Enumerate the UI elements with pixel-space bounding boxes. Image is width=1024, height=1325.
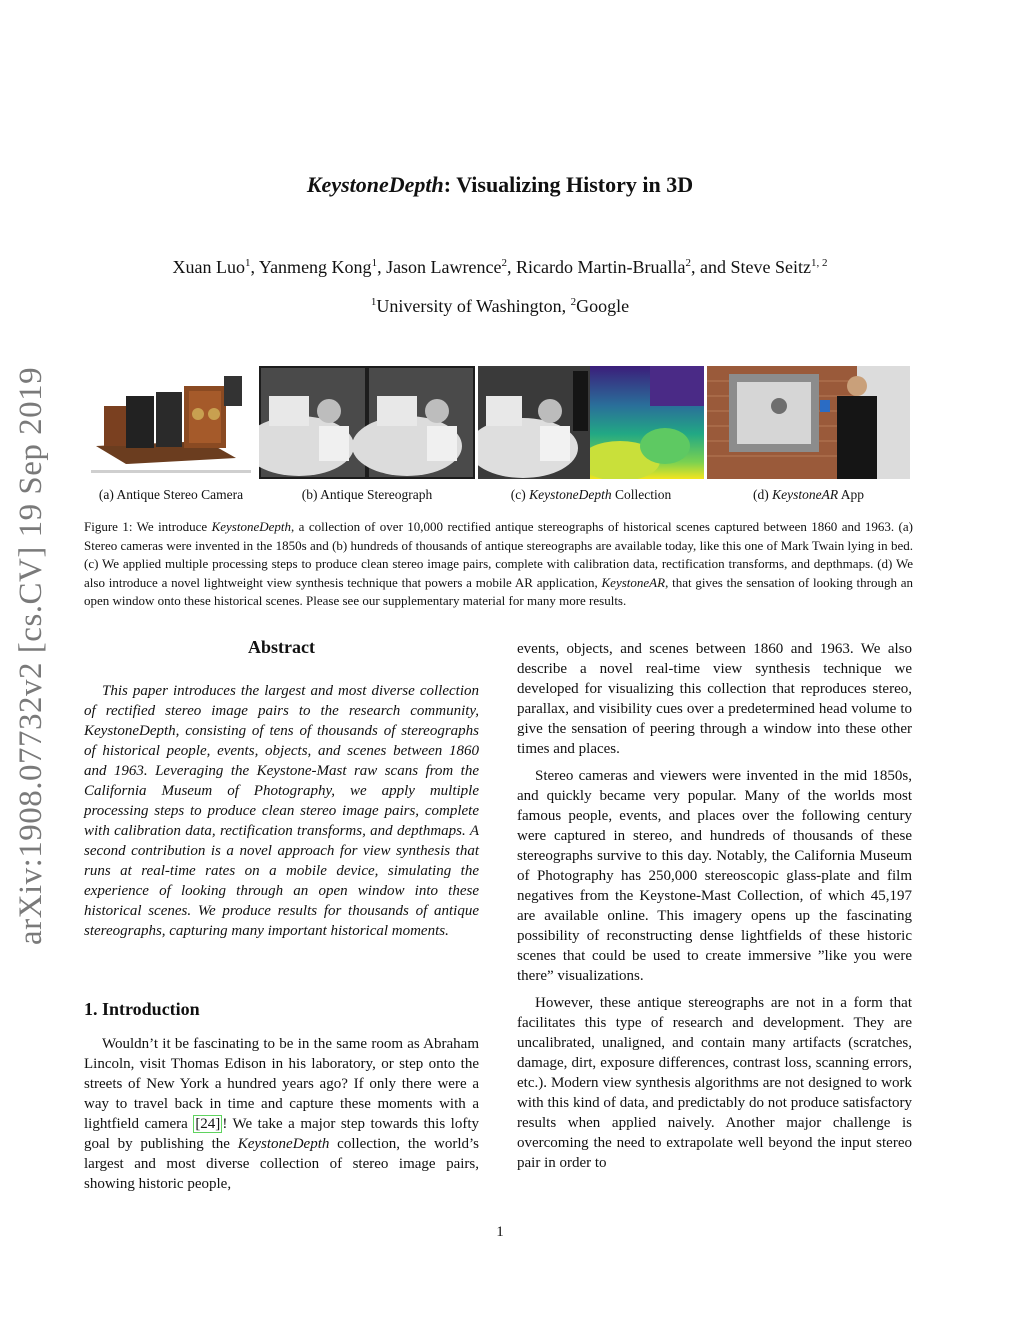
subcaption-text: (c)	[510, 487, 530, 502]
abstract-body	[84, 681, 479, 941]
introduction-heading: 1. Introduction	[84, 999, 200, 1019]
intro-italic: KeystoneDepth	[237, 1136, 330, 1152]
paper-title	[0, 172, 1000, 198]
caption-text: , that gives the sensation of looking through an open window onto these historical scenes. Please see our supplementary material for many more results.	[84, 574, 913, 609]
intro-text: ! We take a major step towards this lofty goal by publishing the	[84, 1116, 479, 1152]
author-separator: , and	[690, 257, 731, 277]
author-affiliation: 1	[245, 257, 251, 269]
figure-image-keystonear-app	[707, 366, 910, 479]
author-separator: ,	[507, 257, 517, 277]
author: Jason Lawrence	[386, 257, 502, 277]
affiliation: Google	[576, 296, 630, 316]
subcaption-text: Collection	[611, 487, 672, 502]
subcaption-b	[259, 487, 475, 503]
subcaption-italic: KeystoneDepth	[529, 487, 612, 502]
author-affiliation: 2	[685, 257, 691, 269]
title-italic-part: KeystoneDepth	[306, 172, 444, 197]
subcaption-c	[478, 487, 704, 503]
arxiv-identifier: arXiv:1908.07732v2 [cs.CV] 19 Sep 2019	[13, 366, 49, 945]
introduction-paragraph	[84, 1034, 479, 1194]
affiliation: University of Washington,	[376, 296, 571, 316]
subcaption-italic: KeystoneAR	[772, 487, 839, 502]
intro-text: collection, the world’s largest and most diverse collection of stereo image pairs, showing historic people,	[84, 1136, 479, 1192]
figure-image-stereo-camera	[86, 366, 256, 479]
author: Xuan Luo	[172, 257, 246, 277]
body-paragraph: However, these antique stereographs are not in a form that facilitates this type of research and development. They are uncalibrated, unaligned, and contain many artifacts (scratches, damage, dirt, exposure differences, contrast loss, scanning errors, etc.). Modern view synthesis algorithms are not designed to work with this kind of data, and predictably do not produce satisfactory results when applied naively. Another major challenge is overcoming the need to extrapolate well beyond the input stereo pair in order to	[517, 995, 912, 1171]
subcaption-text: (a) Antique Stereo Camera	[98, 487, 244, 502]
figure-image-depthmap	[590, 366, 704, 479]
citation-link[interactable]: [24]	[195, 1116, 221, 1132]
author: Ricardo Martin-Brualla	[516, 257, 686, 277]
subcaption-d	[707, 487, 910, 503]
figure-caption	[84, 518, 913, 611]
caption-text: , a collection of over 10,000 rectified antique stereographs of historical scenes captured between 1860 and 1963. (a) Stereo cameras were invented in the 1850s and (b) hundreds of thousands of antique stereographs are available today, like this one of Mark Twain lying in bed. (c) We applied multiple processing steps to produce clean stereo image pairs, complete with calibration data, rectification transforms, and depthmaps. (d) We also introduce a novel lightweight view synthesis technique that powers a mobile AR application,	[84, 519, 913, 590]
author-affiliation: 1, 2	[810, 257, 828, 269]
subcaption-a	[86, 487, 256, 503]
affiliation-marker: 2	[570, 296, 577, 308]
caption-italic: KeystoneDepth	[211, 519, 292, 534]
author: Steve Seitz	[730, 257, 811, 277]
abstract-heading: Abstract	[248, 637, 315, 657]
author-affiliation: 1	[371, 257, 378, 269]
affiliation-marker: 1	[370, 296, 377, 308]
subcaption-text: (d)	[753, 487, 773, 502]
caption-italic: KeystoneAR	[601, 574, 666, 590]
caption-text: Figure 1: We introduce	[84, 519, 212, 534]
author-separator: ,	[377, 257, 387, 277]
author-affiliation: 2	[501, 257, 508, 269]
body-paragraph: events, objects, and scenes between 1860 and 1963. We also describe a novel real-time view synthesis technique we developed for visualizing this collection that reproduces stereo, parallax, and visibility cues over a predetermined head volume to give the sensation of peering through a window into these other times and places.	[517, 641, 912, 757]
subcaption-text: App	[838, 487, 864, 502]
page-number: 1	[496, 1224, 504, 1240]
intro-text: Wouldn’t it be fascinating to be in the same room as Abraham Lincoln, visit Thomas Edison in his laboratory, or step onto the streets of New York a hundred years ago? If only there were a way to travel back in time and capture these moments with a lightfield camera	[84, 1036, 479, 1132]
subcaption-text: (b) Antique Stereograph	[301, 487, 433, 502]
author: Yanmeng Kong	[258, 257, 372, 277]
title-rest: : Visualizing History in 3D	[443, 172, 694, 197]
author-list	[0, 257, 1000, 278]
figure-image-antique-stereograph	[259, 366, 475, 479]
introduction-body	[84, 1034, 479, 1194]
abstract-text: This paper introduces the largest and most diverse collection of rectified stereo image pairs to the research community, KeystoneDepth, consisting of tens of thousands of stereographs of historical people, events, objects, and scenes between 1860 and 1963. Leveraging the Keystone-Mast raw scans from the California Museum of Photography, we apply multiple processing steps to produce clean stereo image pairs, complete with calibration data, rectification transforms, and depthmaps. A second contribution is a novel approach for view synthesis that runs at real-time rates on a mobile device, simulating the experience of looking through an open window into these historical scenes. We produce results for thousands of antique stereographs, capturing many important historical moments.	[84, 683, 479, 939]
author-separator: ,	[250, 257, 259, 277]
right-column	[517, 639, 912, 1173]
affiliations	[0, 296, 1000, 317]
body-paragraph: Stereo cameras and viewers were invented in the mid 1850s, and quickly became very popular. Many of the worlds most famous people, events, and places over the following century were captured in stereo, and hundreds of thousands of these stereographs survive to this day. Notably, the California Museum of Photography has 250,000 stereoscopic glass-plate and film negatives from the Keystone-Mast Collection, of which 45,197 are available online. This imagery opens up the fascinating possibility of reconstructing dense lightfields of these historic scenes that could be used to create immersive ”like you were there” visualizations.	[517, 768, 912, 984]
figure-image-rectified-stereo	[478, 366, 590, 479]
